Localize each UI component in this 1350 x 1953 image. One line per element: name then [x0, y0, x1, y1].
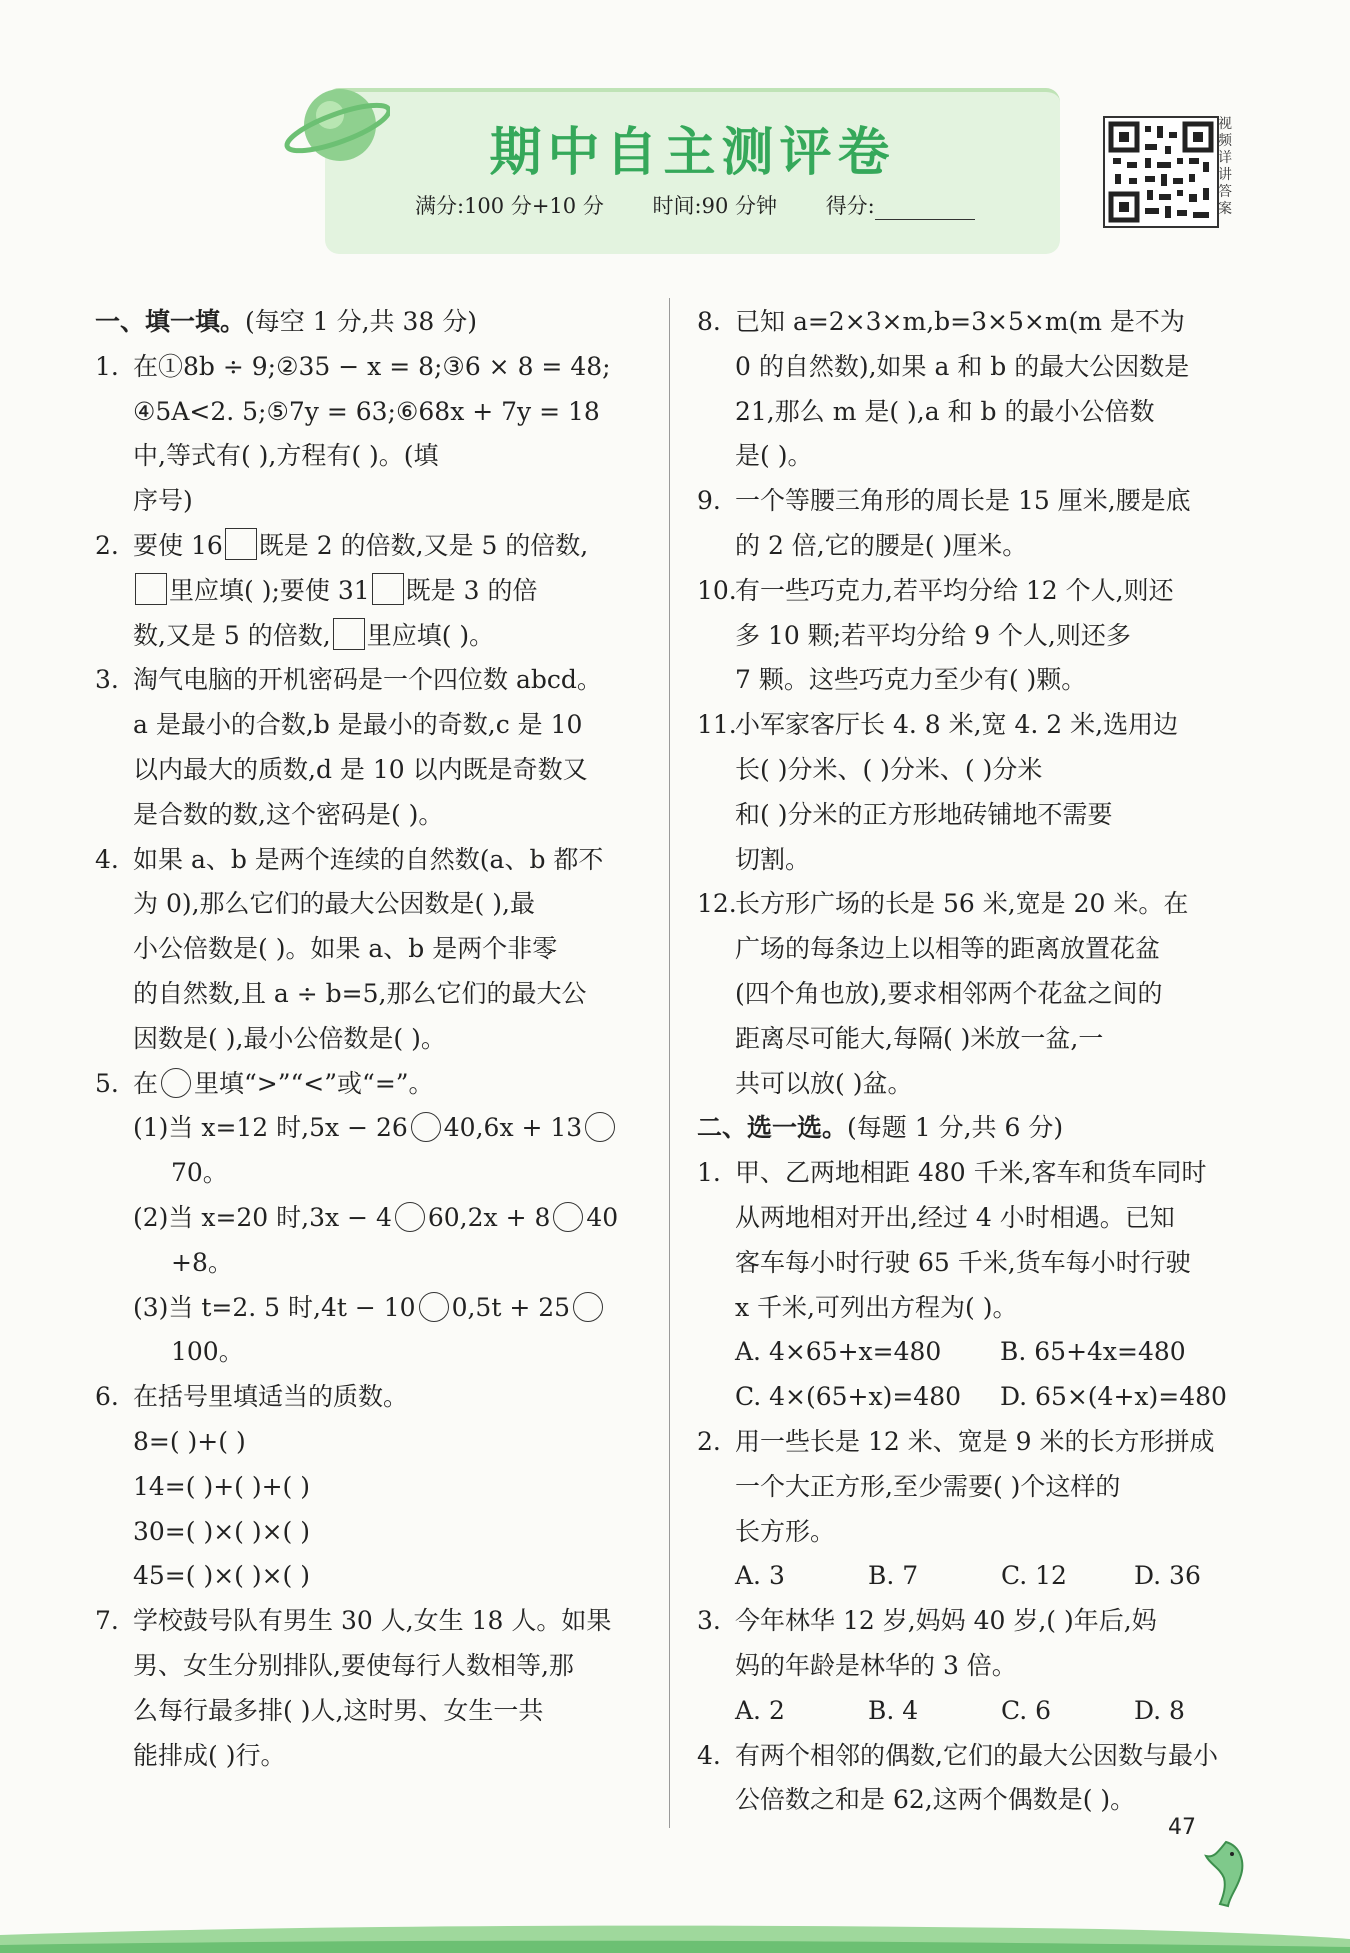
- question-2: [95, 524, 655, 658]
- answer-box[interactable]: [333, 618, 365, 650]
- question-text: 长方形。: [735, 1516, 836, 1546]
- question-text: 今年林华 12 岁,妈妈 40 岁,( )年后,妈: [735, 1606, 1157, 1636]
- section-choice: [697, 1106, 1262, 1151]
- question-text: ④5A<2. 5;⑤7y = 63;⑥68x + 7y = 18: [133, 396, 600, 426]
- exam-info: [415, 190, 1017, 220]
- question-number: 10.: [697, 575, 737, 605]
- question-text: 切割。: [735, 844, 811, 874]
- answer-box[interactable]: [135, 573, 167, 605]
- question-text: +8。: [171, 1247, 233, 1277]
- question-text: 要使 16: [133, 530, 223, 560]
- question-8: [697, 300, 1262, 479]
- question-text: 公倍数之和是 62,这两个偶数是( )。: [735, 1785, 1136, 1815]
- option-a[interactable]: A. 4×65+x=480: [735, 1337, 942, 1367]
- compare-circle[interactable]: [161, 1068, 191, 1098]
- question-text: 能排成( )行。: [133, 1740, 286, 1770]
- question-text: 小军家客厅长 4. 8 米,宽 4. 2 米,选用边: [735, 710, 1179, 740]
- compare-circle[interactable]: [553, 1202, 583, 1232]
- question-10: [697, 569, 1262, 703]
- question-3: [95, 658, 655, 837]
- question-text: 长( )分米、( )分米、( )分米: [735, 754, 1043, 784]
- question-5: [95, 1062, 655, 1376]
- choice-question-2: [697, 1420, 1262, 1599]
- question-number: 9.: [697, 486, 721, 516]
- question-text: 70。: [171, 1158, 228, 1188]
- question-9: [697, 479, 1262, 569]
- question-text: 距离尽可能大,每隔( )米放一盆,一: [735, 1023, 1104, 1053]
- time-limit: 时间:90 分钟: [652, 194, 777, 218]
- question-7: [95, 1599, 655, 1778]
- question-number: 4.: [697, 1740, 721, 1770]
- question-text: 淘气电脑的开机密码是一个四位数 abcd。: [133, 665, 602, 695]
- score-blank: [875, 219, 975, 220]
- question-text: 为 0),那么它们的最大公因数是( ),最: [133, 889, 535, 919]
- question-text: 妈的年龄是林华的 3 倍。: [735, 1650, 1017, 1680]
- question-text: 小公倍数是( )。如果 a、b 是两个非零: [133, 934, 558, 964]
- question-text: 里应填( )。: [366, 620, 495, 650]
- question-text: 既是 3 的倍: [405, 575, 538, 605]
- compare-circle[interactable]: [411, 1112, 441, 1142]
- question-text: 在①8b ÷ 9;②35 − x = 8;③6 × 8 = 48;: [133, 351, 611, 381]
- question-text: (3)当 t=2. 5 时,4t − 10: [133, 1292, 416, 1322]
- question-text: 是( )。: [735, 441, 813, 471]
- question-text: 从两地相对开出,经过 4 小时相遇。已知: [735, 1202, 1175, 1232]
- question-6: [95, 1375, 655, 1599]
- question-number: 5.: [95, 1068, 119, 1098]
- option-d[interactable]: D. 8: [1134, 1695, 1185, 1725]
- question-text: 45=( )×( )×( ): [133, 1561, 311, 1591]
- compare-circle[interactable]: [585, 1112, 615, 1142]
- question-text: 40,6x + 13: [443, 1113, 583, 1143]
- question-text: 8=( )+( ): [133, 1426, 246, 1456]
- question-number: 4.: [95, 844, 119, 874]
- question-text: 甲、乙两地相距 480 千米,客车和货车同时: [735, 1158, 1207, 1188]
- question-text: 0 的自然数),如果 a 和 b 的最大公因数是: [735, 351, 1190, 381]
- right-column: [697, 300, 1262, 1823]
- question-text: 中,等式有( ),方程有( )。(填: [133, 441, 439, 471]
- question-text: 0,5t + 25: [451, 1292, 571, 1322]
- question-text: 一个等腰三角形的周长是 15 厘米,腰是底: [735, 486, 1191, 516]
- section-note: (每空 1 分,共 38 分): [245, 307, 477, 336]
- choice-question-3: [697, 1599, 1262, 1733]
- question-text: 因数是( ),最小公倍数是( )。: [133, 1023, 446, 1053]
- option-d[interactable]: D. 65×(4+x)=480: [1000, 1382, 1227, 1412]
- question-text: 男、女生分别排队,要使每行人数相等,那: [133, 1650, 574, 1680]
- question-text: 序号): [133, 486, 193, 516]
- question-11: [697, 703, 1262, 882]
- question-1: [95, 345, 655, 524]
- option-b[interactable]: B. 65+4x=480: [1000, 1337, 1186, 1367]
- section-note: (每题 1 分,共 6 分): [847, 1113, 1064, 1143]
- question-number: 7.: [95, 1606, 119, 1636]
- option-b[interactable]: B. 7: [868, 1561, 919, 1591]
- question-text: 如果 a、b 是两个连续的自然数(a、b 都不: [133, 844, 604, 874]
- question-text: 用一些长是 12 米、宽是 9 米的长方形拼成: [735, 1426, 1215, 1456]
- question-text: 有两个相邻的偶数,它们的最大公因数与最小: [735, 1740, 1218, 1770]
- question-text: 和( )分米的正方形地砖铺地不需要: [735, 799, 1113, 829]
- choice-question-1: [697, 1151, 1262, 1420]
- question-text: 长方形广场的长是 56 米,宽是 20 米。在: [735, 889, 1189, 919]
- choice-question-4: [697, 1734, 1262, 1824]
- question-text: 以内最大的质数,d 是 10 以内既是奇数又: [133, 754, 588, 784]
- question-text: 多 10 颗;若平均分给 9 个人,则还多: [735, 620, 1131, 650]
- question-text: 学校鼓号队有男生 30 人,女生 18 人。如果: [133, 1606, 612, 1636]
- question-text: 里填“>”“<”或“=”。: [194, 1068, 434, 1098]
- question-12: [697, 882, 1262, 1106]
- question-text: 广场的每条边上以相等的距离放置花盆: [735, 934, 1161, 964]
- dolphin-icon: [1196, 1838, 1256, 1910]
- question-number: 1.: [95, 351, 119, 381]
- page-title: 期中自主测评卷: [489, 123, 896, 183]
- question-text: 共可以放( )盆。: [735, 1068, 913, 1098]
- question-text: 一个大正方形,至少需要( )个这样的: [735, 1471, 1121, 1501]
- question-number: 6.: [95, 1382, 119, 1412]
- page-number: 47: [1168, 1815, 1196, 1840]
- option-c[interactable]: C. 12: [1001, 1561, 1067, 1591]
- question-text: 21,那么 m 是( ),a 和 b 的最小公倍数: [735, 396, 1155, 426]
- section-fill-in: [95, 300, 655, 345]
- question-number: 11.: [697, 710, 737, 740]
- question-text: 7 颗。这些巧克力至少有( )颗。: [735, 665, 1087, 695]
- qr-label: 视频详讲答案: [1218, 116, 1232, 217]
- question-number: 2.: [697, 1426, 721, 1456]
- question-number: 3.: [95, 665, 119, 695]
- question-number: 1.: [697, 1158, 721, 1188]
- question-text: 有一些巧克力,若平均分给 12 个人,则还: [735, 575, 1174, 605]
- question-text: (四个角也放),要求相邻两个花盆之间的: [735, 978, 1163, 1008]
- compare-circle[interactable]: [573, 1292, 603, 1322]
- question-text: a 是最小的合数,b 是最小的奇数,c 是 10: [133, 710, 583, 740]
- question-text: 么每行最多排( )人,这时男、女生一共: [133, 1695, 544, 1725]
- question-text: 14=( )+( )+( ): [133, 1471, 311, 1501]
- question-text: 100。: [171, 1337, 244, 1367]
- option-d[interactable]: D. 36: [1134, 1561, 1201, 1591]
- question-text: 30=( )×( )×( ): [133, 1516, 311, 1546]
- question-text: 既是 2 的倍数,又是 5 的倍数,: [258, 530, 589, 560]
- question-text: 的自然数,且 a ÷ b=5,那么它们的最大公: [133, 978, 587, 1008]
- footer-wave: [0, 1905, 1350, 1953]
- question-text: 的 2 倍,它的腰是( )厘米。: [735, 530, 1028, 560]
- question-number: 3.: [697, 1606, 721, 1636]
- question-text: (1)当 x=12 时,5x − 26: [133, 1113, 408, 1143]
- qr-code[interactable]: [1103, 116, 1219, 228]
- option-a[interactable]: A. 2: [735, 1695, 785, 1725]
- compare-circle[interactable]: [395, 1202, 425, 1232]
- question-text: (2)当 x=20 时,3x − 4: [133, 1202, 392, 1232]
- question-text: 是合数的数,这个密码是( )。: [133, 799, 444, 829]
- question-number: 2.: [95, 530, 119, 560]
- question-text: 客车每小时行驶 65 千米,货车每小时行驶: [735, 1247, 1191, 1277]
- question-text: 里应填( );要使 31: [169, 575, 370, 605]
- question-text: 40: [586, 1202, 619, 1232]
- column-divider: [669, 298, 670, 1828]
- score-label: 得分:: [825, 194, 875, 218]
- option-b[interactable]: B. 4: [868, 1695, 919, 1725]
- question-text: x 千米,可列出方程为( )。: [735, 1292, 1018, 1322]
- option-a[interactable]: A. 3: [735, 1561, 785, 1591]
- option-c[interactable]: C. 4×(65+x)=480: [735, 1382, 962, 1412]
- section-title: 一、填一填。: [95, 307, 246, 336]
- question-number: 12.: [697, 889, 737, 919]
- left-column: [95, 300, 655, 1778]
- question-text: 数,又是 5 的倍数,: [133, 620, 331, 650]
- full-score: 满分:100 分+10 分: [415, 194, 604, 218]
- question-number: 8.: [697, 307, 721, 336]
- answer-box[interactable]: [372, 573, 404, 605]
- compare-circle[interactable]: [419, 1292, 449, 1322]
- option-c[interactable]: C. 6: [1001, 1695, 1052, 1725]
- question-text: 在括号里填适当的质数。: [133, 1382, 409, 1412]
- question-text: 60,2x + 8: [427, 1202, 551, 1232]
- section-title: 二、选一选。: [697, 1113, 848, 1143]
- question-4: [95, 838, 655, 1062]
- question-text: 已知 a=2×3×m,b=3×5×m(m 是不为: [735, 307, 1185, 336]
- answer-box[interactable]: [225, 528, 257, 560]
- question-text: 在: [133, 1068, 159, 1098]
